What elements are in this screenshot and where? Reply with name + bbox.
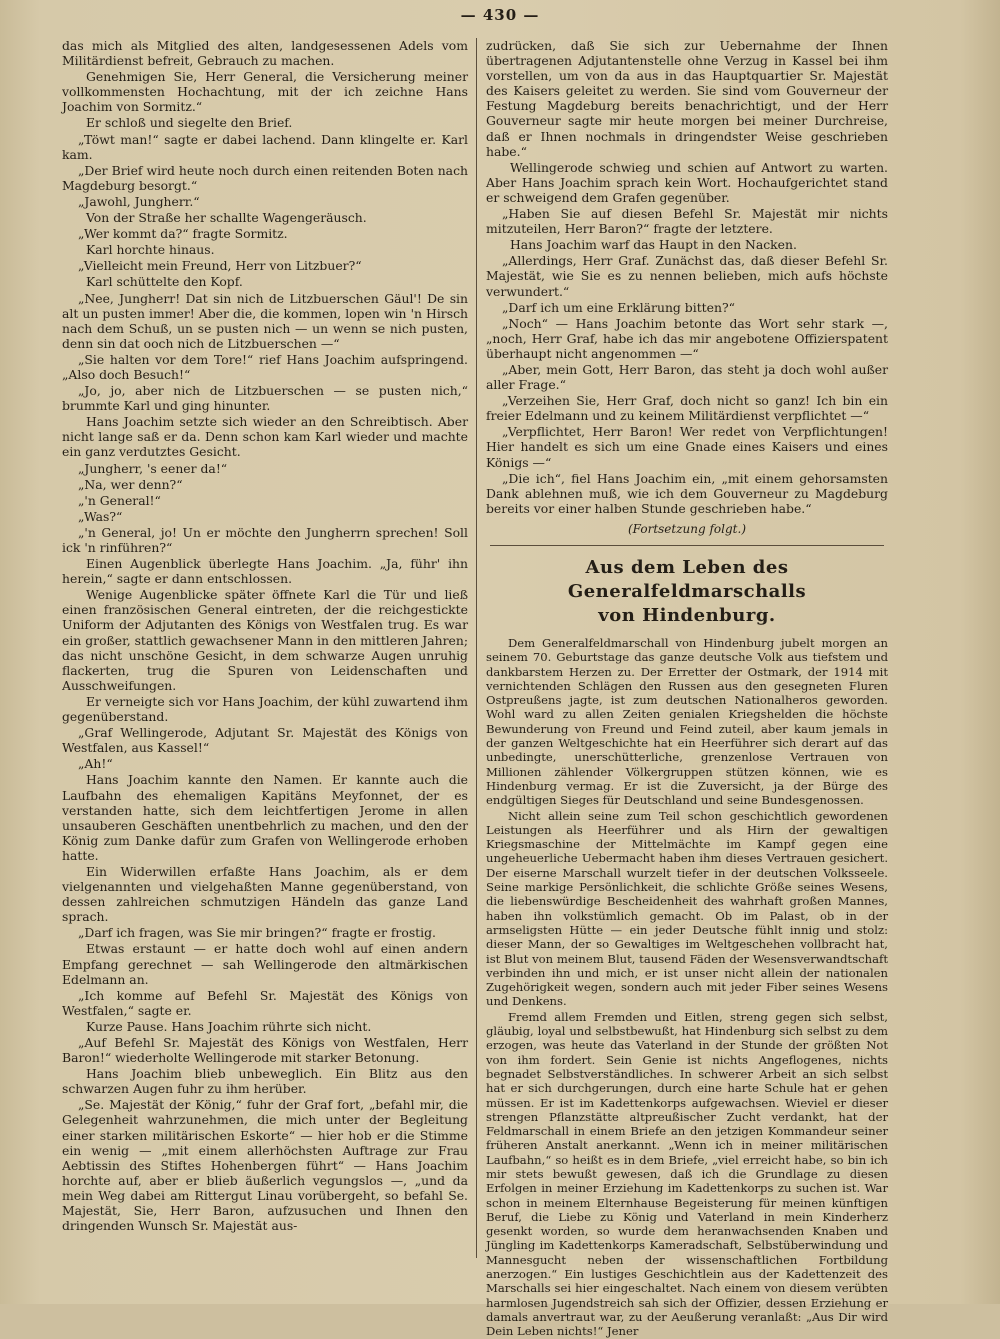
paragraph: „Sie halten vor dem Tore!“ rief Hans Joachim aufspringend. „Also doch Besuch!“ <box>62 351 468 382</box>
paragraph: „Die ich“, fiel Hans Joachim ein, „mit einem gehorsamsten Dank ablehnen muß, wie ich dem Gouverneur zu Magdeburg bereits vor einer halben Stunde geschrieben habe.“ <box>486 470 888 516</box>
paragraph: „Jungherr, 's eener da!“ <box>78 460 228 476</box>
serial-story-continuation <box>486 38 888 516</box>
paragraph: „Se. Majestät der König,“ fuhr der Graf fort, „befahl mir, die Gelegenheit wahrzunehmen, die mich unter der Begleitung einer starken militärischen Eskorte“ — hier hob er die Stimme ein wenig — „mit einem allerhöchsten Auftrage zur Frau Aebtissin des Stiftes Hohenbergen führt“ — Hans Joachim horchte auf, aber er blieb äußerlich vegungslos —, „und da mein Weg dabei am Rittergut Linau vorübergeht, so befahl Se. Majestät, Sie, Herr Baron, aufzusuchen und Ihnen den dringenden Wunsch Sr. Majestät aus- <box>62 1097 468 1234</box>
paragraph: Fremd allem Fremden und Eitlen, streng gegen sich selbst, gläubig, loyal und selbstbewußt, hat Hindenburg sich selbst zu dem erzogen, was heute das Vaterland in der Stunde der größten Not von ihm fordert. Sein Genie ist nichts Angeflogenes, nichts begnadet Selbstverständliches. In schwerer Arbeit an sich selbst hat er sich durchgerungen, durch eine harte Schule hat er gehen müssen. Er ist im Kadettenkorps aufgewachsen. Wieviel er dieser strengen Pflanzstätte altpreußischer Zucht verdankt, hat der Feldmarschall in einem Briefe an den jetzigen Kommandeur seiner früheren Anstalt anerkannt. „Wenn ich in meiner militärischen Laufbahn,“ so heißt es in dem Briefe, „viel erreicht habe, so bin ich mir stets bewußt gewesen, daß ich die Grundlage zu diesen Erfolgen in meiner Erziehung im Kadettenkorps zu suchen ist. War schon in meinem Elternhause Begeisterung für meinen künftigen Beruf, die Liebe zu König und Vaterland in mein Kinderherz gesenkt worden, so wurde dem heranwachsenden Knaben und Jüngling im Kadettenkorps Kameradschaft, Selbstüberwindung und Mannesgucht neben der wissenschaftlichen Fortbildung anerzogen.“ Ein lustiges Geschichtlein aus der Kadettenzeit des Marschalls sei hier eingeschaltet. Nach einem von diesem verübten harmlosen Jugendstreich sah sich der Offizier, dessen Erziehung er damals anvertraut war, zu der Aeußerung veranlaßt: „Aus Dir wird Dein Leben nichts!“ Jener <box>486 1009 888 1339</box>
paragraph: „Na, wer denn?“ <box>78 476 183 492</box>
paragraph: Ein Widerwillen erfaßte Hans Joachim, als er dem vielgenannten und vielgehaßten Manne gegenüberstand, von dessen zahlreichen schmutzigen Händeln das ganze Land sprach. <box>62 863 468 925</box>
paragraph: „'n General!“ <box>78 492 161 508</box>
paragraph: „Jo, jo, aber nich de Litzbuerschen — se pusten nich,“ brummte Karl und ging hinunter. <box>62 383 468 414</box>
right-column <box>486 38 888 1339</box>
paragraph: das mich als Mitglied des alten, landgesessenen Adels vom Militärdienst befreit, Gebrauch zu machen. <box>62 38 468 69</box>
paragraph: „Der Brief wird heute noch durch einen reitenden Boten nach Magdeburg besorgt.“ <box>62 162 468 193</box>
paragraph: „Was?“ <box>78 508 123 524</box>
paragraph: „Verzeihen Sie, Herr Graf, doch nicht so ganz! Ich bin ein freier Edelmann und zu keinem Militärdienst verpflichtet —“ <box>486 393 888 424</box>
paragraph: Er verneigte sich vor Hans Joachim, der kühl zuwartend ihm gegenüberstand. <box>62 693 468 725</box>
paragraph: „Ich komme auf Befehl Sr. Majestät des Königs von Westfalen,“ sagte er. <box>62 987 468 1018</box>
paragraph: „'n General, jo! Un er möchte den Jungherrn sprechen! Soll ick 'n rinführen?“ <box>62 524 468 555</box>
paragraph: „Auf Befehl Sr. Majestät des Königs von Westfalen, Herr Baron!“ wiederholte Wellingerode mit starker Betonung. <box>62 1035 468 1066</box>
paragraph: Etwas erstaunt — er hatte doch wohl auf einen andern Empfang gerechnet — sah Wellingerode den altmärkischen Edelmann an. <box>62 941 468 987</box>
paragraph: Hans Joachim setzte sich wieder an den Schreibtisch. Aber nicht lange saß er da. Denn schon kam Karl wieder und machte ein ganz verdutztes Gesicht. <box>62 414 468 460</box>
paragraph: „Haben Sie auf diesen Befehl Sr. Majestät mir nichts mitzuteilen, Herr Baron?“ fragte der letztere. <box>486 206 888 237</box>
paragraph: „Darf ich fragen, was Sie mir bringen?“ fragte er frostig. <box>78 925 436 941</box>
paragraph: Er schloß und siegelte den Brief. <box>86 115 293 131</box>
paragraph: Karl horchte hinaus. <box>86 242 215 258</box>
paragraph: „Vielleicht mein Freund, Herr von Litzbuer?“ <box>78 258 362 274</box>
paragraph: „Noch“ — Hans Joachim betonte das Wort sehr stark —, „noch, Herr Graf, habe ich das mir angebotene Offizierspatent überhaupt nicht angenommen —“ <box>486 315 888 361</box>
paragraph: Hans Joachim warf das Haupt in den Nacken. <box>510 237 797 253</box>
paragraph: „Töwt man!“ sagte er dabei lachend. Dann klingelte er. Karl kam. <box>62 131 468 162</box>
paragraph: Kurze Pause. Hans Joachim rührte sich nicht. <box>86 1018 372 1034</box>
article-title-line-2: von Hindenburg. <box>598 605 776 626</box>
paragraph: „Allerdings, Herr Graf. Zunächst das, daß dieser Befehl Sr. Majestät, wie Sie es zu nennen belieben, mich aufs höchste verwundert.“ <box>486 253 888 299</box>
page-number: — 430 — <box>460 6 540 24</box>
paragraph: Wenige Augenblicke später öffnete Karl die Tür und ließ einen französischen General eintreten, der die reichgestickte Uniform der Adjutanten des Königs von Westfalen trug. Es war ein großer, stattlich gewachsener Mann in den mittleren Jahren; das nicht unschöne Gesicht, in dem schwarze Augen unruhig flackerten, trug die Spuren von Leidenschaften und Ausschweifungen. <box>62 587 469 693</box>
paragraph: „Verpflichtet, Herr Baron! Wer redet von Verpflichtungen! Hier handelt es sich um eine Gnade eines Kaisers und eines Königs —“ <box>486 424 888 470</box>
column-divider <box>476 38 477 1258</box>
paragraph: Dem Generalfeldmarschall von Hindenburg jubelt morgen an seinem 70. Geburtstage das ganze deutsche Volk aus tiefstem und dankbarstem Herzen zu. Der Erretter der Ostmark, der 1914 mit vernichtenden Schlägen den Russen aus den gesegneten Fluren Ostpreußens jagte, ist zum deutschen Nationalheros geworden. Wohl ward zu allen Zeiten genialen Kriegshelden die höchste Bewunderung von Freund und Feind zuteil, aber kaum jemals in der ganzen Weltgeschichte hat ein Heerführer sich derart auf das unbedingte, unerschütterliche, grenzenlose Vertrauen von Millionen zählender Völkergruppen stützen können, wie es Hindenburg vermag. Er ist die Zuversicht, ja der Bürge des endgültigen Sieges für Deutschland und seine Bundesgenossen. <box>486 636 888 808</box>
left-column <box>62 38 468 1268</box>
article-body <box>486 636 888 1339</box>
paragraph: „Wer kommt da?“ fragte Sormitz. <box>78 226 288 242</box>
paragraph: zudrücken, daß Sie sich zur Uebernahme der Ihnen übertragenen Adjutantenstelle ohne Verzug in Kassel bei ihm vorstellen, um von da aus in das Hauptquartier Sr. Majestät des Kaisers geleitet zu werden. Sie sind vom Gouverneur der Festung Magdeburg bereits benachrichtigt, und der Herr Gouverneur sagte mir heute morgen bei meiner Durchreise, daß er Ihnen nochmals in dringendster Weise geschrieben habe.“ <box>486 38 888 159</box>
paragraph: „Darf ich um eine Erklärung bitten?“ <box>502 299 735 315</box>
paragraph: „Ah!“ <box>78 756 113 772</box>
paragraph: Von der Straße her schallte Wagengeräusch. <box>86 210 367 226</box>
paragraph: Hans Joachim kannte den Namen. Er kannte auch die Laufbahn des ehemaligen Kapitäns Meyfonnet, der es verstanden hatte, sich dem leichtfertigen Jerome in allen unsauberen Geschäften unentbehrlich zu machen, und den der König zum Danke dafür zum Grafen von Wellingerode erhoben hatte. <box>62 772 468 863</box>
paragraph: „Jawohl, Jungherr.“ <box>78 193 200 209</box>
article-divider <box>490 545 884 546</box>
paragraph: „Nee, Jungherr! Dat sin nich de Litzbuerschen Gäul'! De sin alt un pusten immer! Aber die, die kommen, lopen win 'n Hirsch nach dem Schuß, un se pusten nich — un wenn se nich pusten, denn sin dat ooch nich de Litzbuerschen —“ <box>62 290 468 351</box>
paragraph: „Aber, mein Gott, Herr Baron, das steht ja doch wohl außer aller Frage.“ <box>486 361 888 393</box>
paragraph: Nicht allein seine zum Teil schon geschichtlich gewordenen Leistungen als Heerführer und als Hirn der gewaltigen Kriegsmaschine der Mittelmächte im Kampf gegen eine ungeheuerliche Uebermacht haben ihm dieses Vertrauen gesichert. Der eiserne Marschall wurzelt tiefer in der deutschen Volksseele. Seine markige Persönlichkeit, die schlichte Größe seines Wesens, die liebenswürdige Bescheidenheit des wahrhaft großen Mannes, haben ihn volkstümlich gemacht. Ob im Palast, ob in der armseligsten Hütte — ein jeder Deutsche fühlt innig und stolz: dieser Mann, der so Gewaltiges im Weltgeschehen vollbracht hat, ist Blut von meinem Blut, tausend Fäden der Wesensverwandtschaft verbinden ihn und mich, er ist unser nicht allein der nationalen Zugehörigkeit wegen, sondern auch mit jeder Fiber seines Wesens und Denkens. <box>486 808 888 1009</box>
continued-note: (Fortsetzung folgt.) <box>628 521 746 536</box>
paragraph: Einen Augenblick überlegte Hans Joachim. „Ja, führ' ihn herein,“ sagte er dann entschlossen. <box>62 556 468 587</box>
paragraph: „Graf Wellingerode, Adjutant Sr. Majestät des Königs von Westfalen, aus Kassel!“ <box>62 725 468 756</box>
article-title <box>496 556 878 628</box>
article-title-line-1: Aus dem Leben des Generalfeldmarschalls <box>567 557 807 602</box>
paragraph: Hans Joachim blieb unbeweglich. Ein Blitz aus den schwarzen Augen fuhr zu ihm herüber. <box>62 1066 468 1097</box>
paragraph: Karl schüttelte den Kopf. <box>86 274 243 290</box>
paragraph: Wellingerode schwieg und schien auf Antwort zu warten. Aber Hans Joachim sprach kein Wort. Hochaufgerichtet stand er schweigend dem Grafen gegenüber. <box>486 159 888 205</box>
paragraph: Genehmigen Sie, Herr General, die Versicherung meiner vollkommensten Hochachtung, mit der ich zeichne Hans Joachim von Sormitz.“ <box>62 69 468 115</box>
